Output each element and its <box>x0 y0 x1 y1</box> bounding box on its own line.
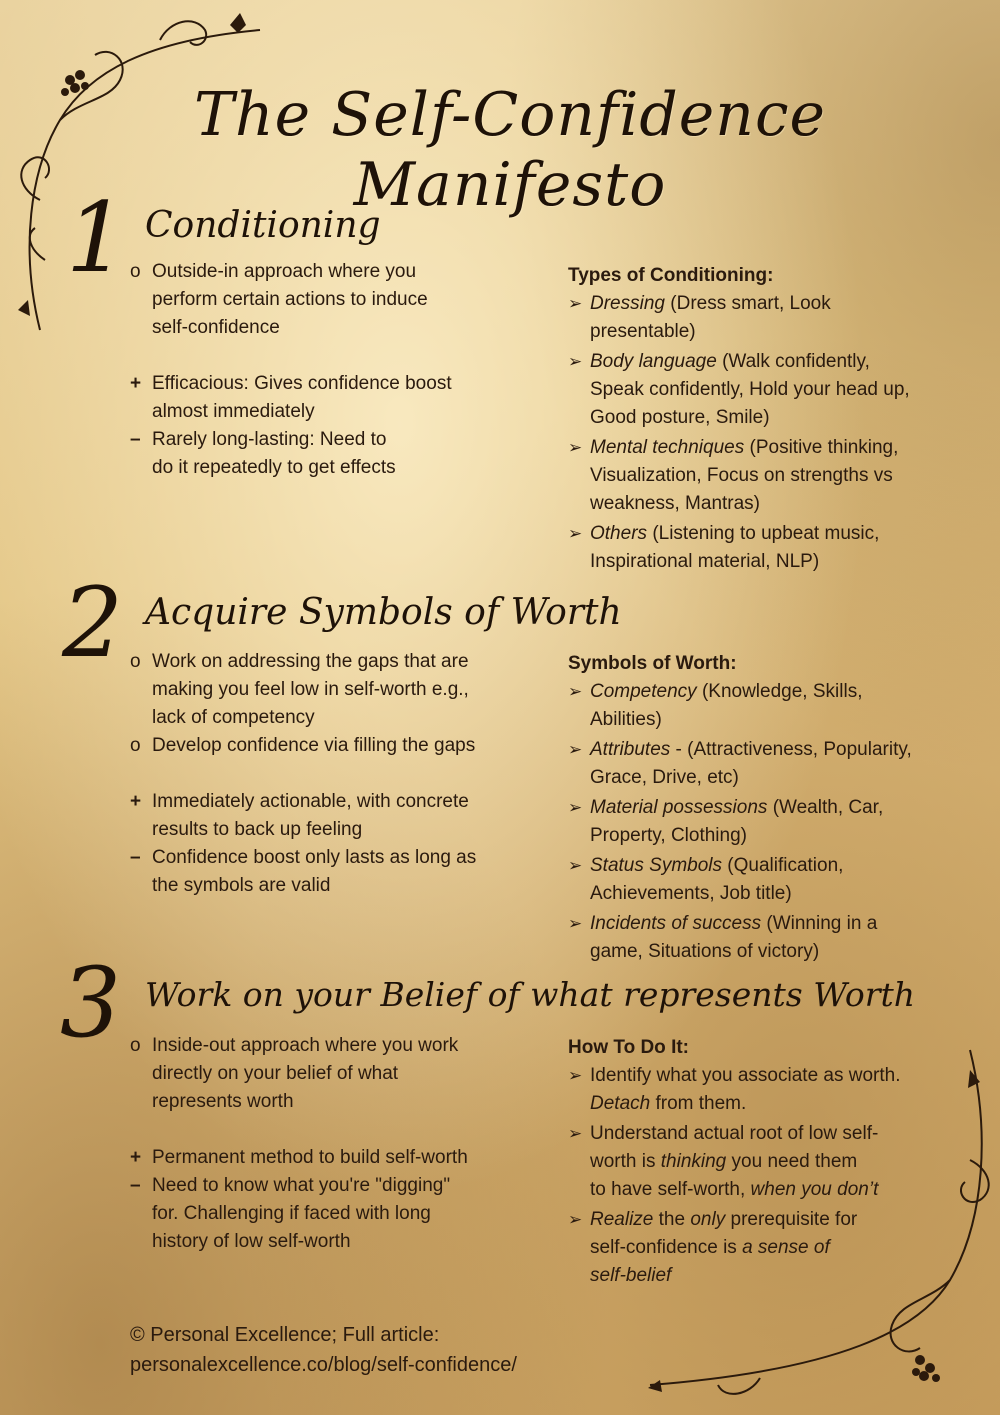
text-line: represents worth <box>152 1091 294 1112</box>
section-2-number: 2 <box>62 567 124 679</box>
arrow-bullet-icon: ➢ <box>568 740 583 759</box>
list-item: ➢ Status Symbols (Qualification, Achievements, Job title) <box>568 852 978 908</box>
text-line: – Need to know what you're "digging" <box>130 1175 451 1196</box>
arrow-bullet-icon: ➢ <box>568 1210 583 1229</box>
arrow-bullet-icon: ➢ <box>568 352 583 371</box>
section-1-left-text <box>130 258 550 482</box>
text-line: + Permanent method to build self-worth <box>130 1147 468 1168</box>
text-line: results to back up feeling <box>152 819 363 840</box>
text-line: perform certain actions to induce <box>152 289 428 310</box>
footer-copyright: © Personal Excellence; Full article: <box>130 1324 440 1346</box>
text-line: making you feel low in self-worth e.g., <box>152 679 469 700</box>
list-item: ➢ Mental techniques (Positive thinking, Visualization, Focus on strengths vs weakness, Mantras) <box>568 434 968 518</box>
footer-credit <box>130 1320 517 1380</box>
text-line: o Inside-out approach where you work <box>130 1035 459 1056</box>
arrow-bullet-icon: ➢ <box>568 682 583 701</box>
text-line: – Rarely long-lasting: Need to <box>130 429 387 450</box>
text-line: history of low self-worth <box>152 1231 351 1252</box>
text-line: self-confidence <box>152 317 280 338</box>
list-item: ➢ Realize the only prerequisite for self-confidence is a sense of self-belief <box>568 1206 968 1290</box>
section-3-number: 3 <box>60 947 122 1059</box>
arrow-bullet-icon: ➢ <box>568 1066 583 1085</box>
text-line: the symbols are valid <box>152 875 331 896</box>
text-line: o Develop confidence via filling the gaps <box>130 735 476 756</box>
text-line: for. Challenging if faced with long <box>152 1203 431 1224</box>
list-item: ➢ Attributes - (Attractiveness, Popularity, Grace, Drive, etc) <box>568 736 978 792</box>
arrow-bullet-icon: ➢ <box>568 914 583 933</box>
text-line: o Work on addressing the gaps that are <box>130 651 469 672</box>
text-line: almost immediately <box>152 401 315 422</box>
text-line: directly on your belief of what <box>152 1063 399 1084</box>
section-1-number: 1 <box>66 182 128 294</box>
section-3-heading: Work on your Belief of what represents Worth <box>145 975 916 1014</box>
text-line: lack of competency <box>152 707 315 728</box>
list-item: ➢ Understand actual root of low self- worth is thinking you need them to have self-worth, when you don’t <box>568 1120 968 1204</box>
arrow-bullet-icon: ➢ <box>568 438 583 457</box>
arrow-bullet-icon: ➢ <box>568 294 583 313</box>
list-item: ➢ Body language (Walk confidently, Speak confidently, Hold your head up, Good posture, Smile) <box>568 348 968 432</box>
list-item: ➢ Others (Listening to upbeat music, Inspirational material, NLP) <box>568 520 968 576</box>
list-item: ➢ Dressing (Dress smart, Look presentable) <box>568 290 968 346</box>
types-of-conditioning-heading: Types of Conditioning: <box>568 265 774 286</box>
text-line: o Outside-in approach where you <box>130 261 417 282</box>
how-to-do-it-heading: How To Do It: <box>568 1037 690 1058</box>
section-1-heading: Conditioning <box>145 205 381 246</box>
section-3-left-text <box>130 1032 560 1256</box>
arrow-bullet-icon: ➢ <box>568 1124 583 1143</box>
text-line: + Immediately actionable, with concrete <box>130 791 469 812</box>
section-2-right-list <box>568 650 978 968</box>
arrow-bullet-icon: ➢ <box>568 524 583 543</box>
list-item: ➢ Identify what you associate as worth. Detach from them. <box>568 1062 968 1118</box>
text-line: – Confidence boost only lasts as long as <box>130 847 477 868</box>
list-item: ➢ Competency (Knowledge, Skills, Abilities) <box>568 678 978 734</box>
section-2-heading: Acquire Symbols of Worth <box>145 592 622 633</box>
section-1-right-list <box>568 262 968 578</box>
arrow-bullet-icon: ➢ <box>568 798 583 817</box>
list-item: ➢ Material possessions (Wealth, Car, Property, Clothing) <box>568 794 978 850</box>
section-2-left-text <box>130 648 560 900</box>
text-line: do it repeatedly to get effects <box>152 457 396 478</box>
text-line: + Efficacious: Gives confidence boost <box>130 373 452 394</box>
section-3-right-list <box>568 1034 968 1292</box>
page-title: The Self-Confidence Manifesto <box>193 80 827 220</box>
arrow-bullet-icon: ➢ <box>568 856 583 875</box>
list-item: ➢ Incidents of success (Winning in a game, Situations of victory) <box>568 910 978 966</box>
footer-article-link[interactable]: personalexcellence.co/blog/self-confidence/ <box>130 1354 517 1376</box>
symbols-of-worth-heading: Symbols of Worth: <box>568 653 737 674</box>
